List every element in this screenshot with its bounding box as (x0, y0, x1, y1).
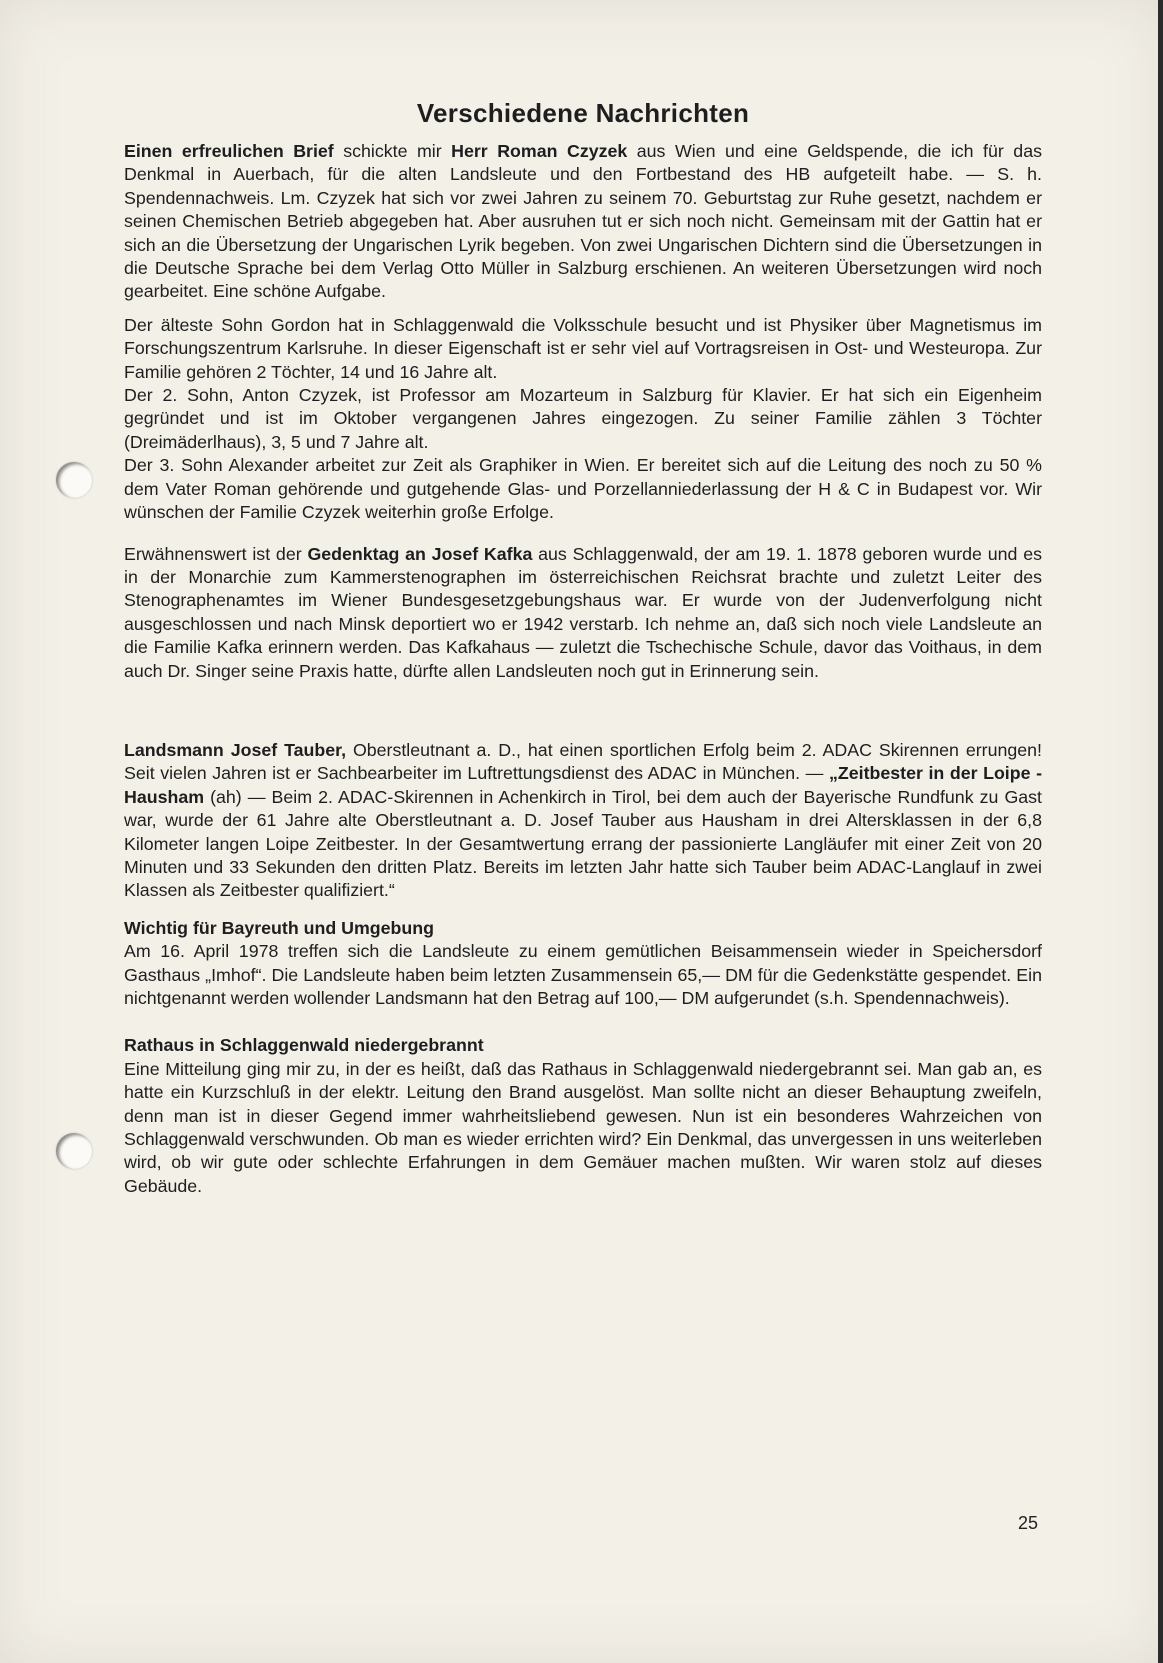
paragraph-son-alexander: Der 3. Sohn Alexander arbeitet zur Zeit als Graphiker in Wien. Er bereitet sich auf die Leitung des noch zu 50 % dem Vater Roman gehörende und gutgehende Glas- und Porzellanniederlassung der H & C in Budapest vor. Wir wünschen der Familie Czyzek weiterhin große Erfolge. (124, 455, 1042, 523)
kafka-bold: Gedenktag an Josef Kafka (307, 543, 533, 564)
punch-hole-upper (56, 462, 92, 498)
tauber-bold: Landsmann Josef Tauber, (124, 739, 347, 760)
paragraph-son-gordon: Der älteste Sohn Gordon hat in Schlaggenwald die Volksschule besucht und ist Physiker über Magnetismus im Forschungszentrum Karlsruhe. In dieser Eigenschaft ist er sehr viel auf Vortragsreisen in Ost- und Westeuropa. Zur Familie gehören 2 Töchter, 14 und 16 Jahre alt. (124, 314, 1042, 382)
page-number: 25 (1018, 1513, 1039, 1533)
paragraph-rathaus: Eine Mitteilung ging mir zu, in der es heißt, daß das Rathaus in Schlaggenwald niedergebrannt sei. Man gab an, es hatte ein Kurzschluß in der elektr. Leitung den Brand ausgelöst. Man sollte nicht an dieser Behauptung zweifeln, denn man ist in dieser Gegend immer wahrheitsliebend gewesen. Nun ist ein besonderes Wahrzeichen von Schlaggenwald verschwunden. Ob man es wieder errichten wird? Ein Denkmal, das unvergessen in uns weiterleben wird, ob wir gute oder schlechte Erfahrungen in dem Gemäuer machen mußten. Wir waren stolz auf dieses Gebäude. (124, 1058, 1042, 1196)
quote-bold: „Zeitbester in der Loipe - Hausham (124, 763, 1042, 807)
name-bold: Herr Roman Czyzek (451, 141, 628, 161)
article-body (124, 98, 1042, 1198)
page-edge (1158, 0, 1163, 1663)
paragraph-tauber: Landsmann Josef Tauber, Oberstleutnant a. D., hat einen sportlichen Erfolg beim 2. ADAC Skirennen errungen! Seit vielen Jahren ist er Sachbearbeiter im Luftrettungsdienst des ADAC in München. — „Zeitbester in der Loipe - Hausham (ah) — Beim 2. ADAC-Skirennen in Achenkirch in Tirol, bei dem auch der Bayerische Rundfunk zu Gast war, wurde der 61 Jahre alte Oberstleutnant a. D. Josef Tauber aus Hausham in drei Altersklassen in der 6,8 Kilometer langen Loipe Zeitbester. In der Gesamtwertung errang der passionierte Langläufer mit einer Zeit von 20 Minuten und 33 Sekunden den dritten Platz. Bereits im letzten Jahr hatte sich Tauber beim ADAC-Langlauf in zwei Klassen als Zeitbester qualifiziert.“ (124, 739, 1042, 901)
paragraph-kafka: Erwähnenswert ist der Gedenktag an Josef Kafka aus Schlaggenwald, der am 19. 1. 1878 geboren wurde und es in der Monarchie zum Kammerstenographen im österreichischen Reichsrat brachte und zuletzt Leiter des Stenographenamtes im Wiener Bundesgesetzgebungshaus war. Er wurde von der Judenverfolgung nicht ausgeschlossen und nach Minsk deportiert wo er 1942 verstarb. Ich nehme an, daß sich noch viele Landsleute an die Familie Kafka erinnern werden. Das Kafkahaus — zuletzt die Tschechische Schule, davor das Voithaus, in dem auch Dr. Singer seine Praxis hatte, dürfte allen Landsleuten noch gut in Erinnerung sein. (124, 543, 1042, 681)
paragraph-son-anton: Der 2. Sohn, Anton Czyzek, ist Professor am Mozarteum in Salzburg für Klavier. Er hat sich ein Eigenheim gegründet und ist im Oktober vergangenen Jahres eingezogen. Zu seiner Familie zählen 3 Töchter (Dreimäderlhaus), 3, 5 und 7 Jahre alt. (124, 385, 1042, 452)
lead-bold: Einen erfreulichen Brief (124, 141, 334, 161)
page-title: Verschiedene Nachrichten (416, 98, 750, 128)
paragraph-czyzek-letter: Einen erfreulichen Brief schickte mir Herr Roman Czyzek aus Wien und eine Geldspende, die ich für das Denkmal in Auerbach, für die alten Landsleute und den Fortbestand des HB aufgeteilt habe. — S. h. Spendennachweis. Lm. Czyzek hat sich vor zwei Jahren zu seinem 70. Geburtstag zur Ruhe gesetzt, nachdem er seinen Chemischen Betrieb abgegeben hat. Aber ausruhen tut er sich noch nicht. Gemeinsam mit der Gattin hat er sich an die Übersetzung der Ungarischen Lyrik begeben. Von zwei Ungarischen Dichtern sind die Übersetzungen in die Deutsche Sprache bei dem Verlag Otto Müller in Salzburg erschienen. An weiteren Übersetzungen wird noch gearbeitet. Eine schöne Aufgabe. (124, 141, 1042, 302)
heading-bayreuth: Wichtig für Bayreuth und Umgebung (124, 917, 435, 938)
heading-rathaus: Rathaus in Schlaggenwald niedergebrannt (124, 1035, 484, 1056)
punch-hole-lower (56, 1133, 92, 1169)
paragraph-bayreuth: Am 16. April 1978 treffen sich die Landsleute zu einem gemütlichen Beisammensein wieder in Speichersdorf Gasthaus „Imhof“. Die Landsleute haben beim letzten Zusammensein 65,— DM für die Gedenkstätte gespendet. Ein nichtgenannt werden wollender Landsmann hat den Betrag auf 100,— DM aufgerundet (s.h. Spendennachweis). (124, 941, 1042, 1008)
